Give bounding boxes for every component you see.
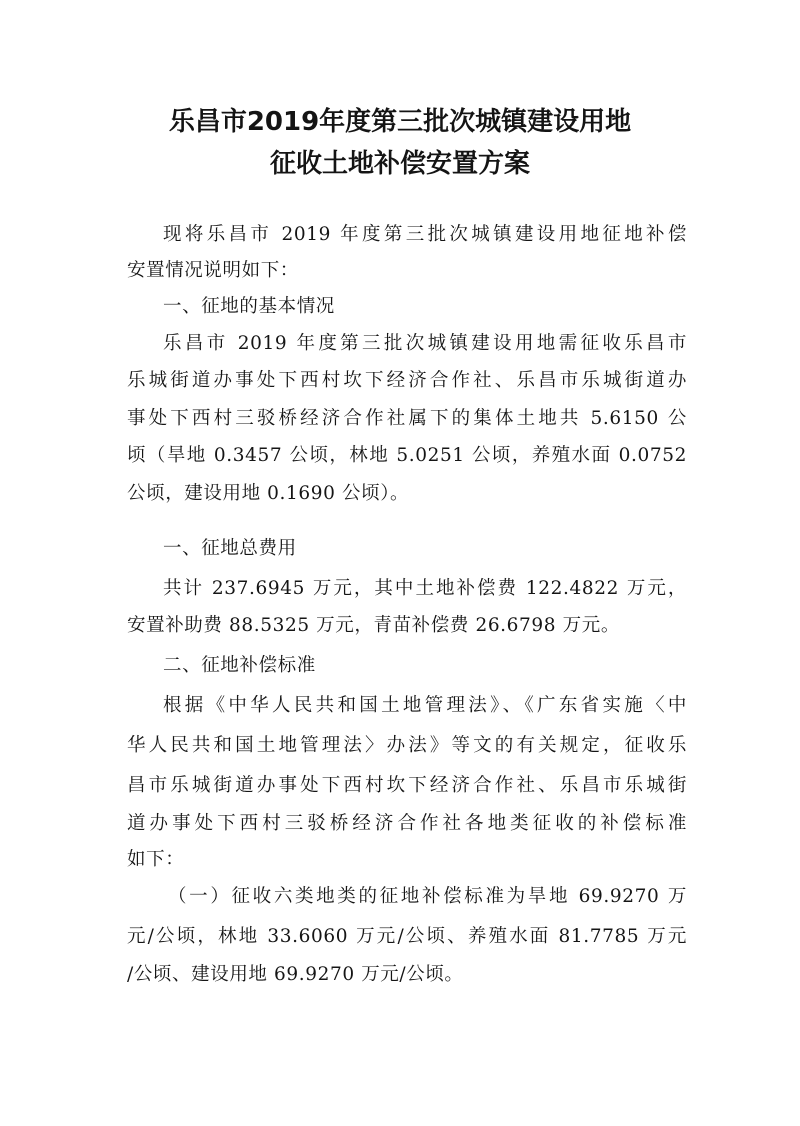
- paragraph-line: 公顷，建设用地 0.1690 公顷）。: [127, 483, 410, 504]
- paragraph-line: 共计 237.6945 万元，其中土地补偿费 122.4822 万元，: [163, 578, 687, 599]
- paragraph-line: 道办事处下西村三驳桥经济合作社各地类征收的补偿标准: [127, 813, 687, 834]
- paragraph-line: /公顷、建设用地 69.9270 万元/公顷。: [127, 964, 464, 985]
- intro-line: 安置情况说明如下：: [127, 260, 299, 281]
- paragraph-line: 如下：: [127, 849, 185, 870]
- paragraph-line: 昌市乐城街道办事处下西村坎下经济合作社、乐昌市乐城街: [127, 775, 687, 796]
- section-heading: 一、征地的基本情况: [163, 296, 335, 317]
- paragraph-line: （一）征收六类地类的征地补偿标准为旱地 69.9270 万: [168, 886, 687, 907]
- paragraph-line: 元/公顷，林地 33.6060 万元/公顷、养殖水面 81.7785 万元: [127, 926, 687, 947]
- paragraph-line: 事处下西村三驳桥经济合作社属下的集体土地共 5.6150 公: [127, 408, 687, 429]
- document-title-line-2: 征收土地补偿安置方案: [269, 149, 530, 179]
- intro-line: 现将乐昌市 2019 年度第三批次城镇建设用地征地补偿: [163, 224, 687, 245]
- paragraph-line: 安置补助费 88.5325 万元，青苗补偿费 26.6798 万元。: [127, 615, 620, 636]
- paragraph-line: 根据《中华人民共和国土地管理法》、《广东省实施〈中: [163, 695, 687, 716]
- section-heading: 一、征地总费用: [163, 538, 297, 559]
- paragraph-line: 华人民共和国土地管理法〉办法》等文的有关规定，征收乐: [127, 735, 687, 756]
- paragraph-line: 乐城街道办事处下西村坎下经济合作社、乐昌市乐城街道办: [127, 370, 687, 391]
- document-title-line-1: 乐昌市2019年度第三批次城镇建设用地: [168, 107, 632, 137]
- paragraph-line: 乐昌市 2019 年度第三批次城镇建设用地需征收乐昌市: [163, 333, 687, 354]
- section-heading: 二、征地补偿标准: [163, 655, 316, 676]
- paragraph-line: 顷（旱地 0.3457 公顷，林地 5.0251 公顷，养殖水面 0.0752: [127, 445, 687, 466]
